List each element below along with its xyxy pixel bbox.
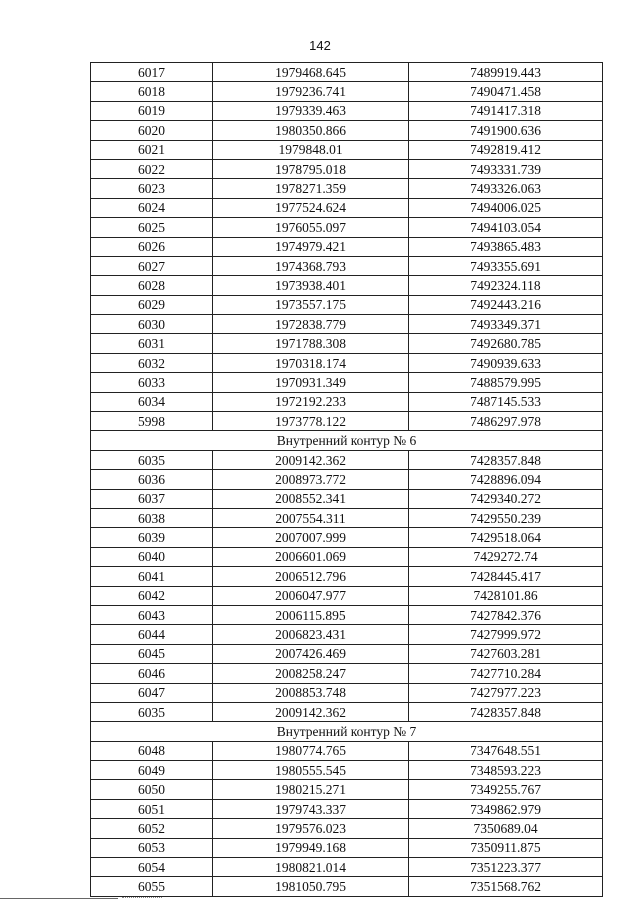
y-coordinate-cell: 7494006.025 xyxy=(409,198,603,217)
table-row xyxy=(91,140,603,159)
table-row xyxy=(91,353,603,372)
point-number-cell: 6047 xyxy=(91,683,213,702)
point-number-cell: 6040 xyxy=(91,547,213,566)
point-number-cell: 6044 xyxy=(91,625,213,644)
x-coordinate-cell: 1980215.271 xyxy=(213,780,409,799)
x-coordinate-cell: 1973778.122 xyxy=(213,412,409,431)
point-number-cell: 6035 xyxy=(91,450,213,469)
y-coordinate-cell: 7429550.239 xyxy=(409,508,603,527)
y-coordinate-cell: 7490471.458 xyxy=(409,82,603,101)
y-coordinate-cell: 7487145.533 xyxy=(409,392,603,411)
point-number-cell: 6043 xyxy=(91,605,213,624)
section-title: Внутренний контур № 6 xyxy=(91,431,603,450)
y-coordinate-cell: 7428896.094 xyxy=(409,470,603,489)
table-row xyxy=(91,741,603,760)
table-row xyxy=(91,470,603,489)
y-coordinate-cell: 7494103.054 xyxy=(409,218,603,237)
x-coordinate-cell: 1979576.023 xyxy=(213,819,409,838)
y-coordinate-cell: 7492443.216 xyxy=(409,295,603,314)
point-number-cell: 6046 xyxy=(91,664,213,683)
x-coordinate-cell: 2008853.748 xyxy=(213,683,409,702)
point-number-cell: 6019 xyxy=(91,101,213,120)
x-coordinate-cell: 1972838.779 xyxy=(213,315,409,334)
point-number-cell: 6039 xyxy=(91,528,213,547)
table-row xyxy=(91,392,603,411)
x-coordinate-cell: 1979949.168 xyxy=(213,838,409,857)
y-coordinate-cell: 7429340.272 xyxy=(409,489,603,508)
section-header-row xyxy=(91,431,603,450)
y-coordinate-cell: 7349255.767 xyxy=(409,780,603,799)
point-number-cell: 6028 xyxy=(91,276,213,295)
table-row xyxy=(91,605,603,624)
x-coordinate-cell: 1970318.174 xyxy=(213,353,409,372)
x-coordinate-cell: 1980555.545 xyxy=(213,761,409,780)
table-row xyxy=(91,586,603,605)
y-coordinate-cell: 7428445.417 xyxy=(409,567,603,586)
table-row xyxy=(91,179,603,198)
y-coordinate-cell: 7347648.551 xyxy=(409,741,603,760)
y-coordinate-cell: 7429518.064 xyxy=(409,528,603,547)
point-number-cell: 6036 xyxy=(91,470,213,489)
x-coordinate-cell: 1973938.401 xyxy=(213,276,409,295)
x-coordinate-cell: 1981050.795 xyxy=(213,877,409,896)
x-coordinate-cell: 1980774.765 xyxy=(213,741,409,760)
y-coordinate-cell: 7493355.691 xyxy=(409,256,603,275)
table-row xyxy=(91,858,603,877)
point-number-cell: 6022 xyxy=(91,159,213,178)
x-coordinate-cell: 1979743.337 xyxy=(213,799,409,818)
table-row xyxy=(91,101,603,120)
table-row xyxy=(91,547,603,566)
y-coordinate-cell: 7490939.633 xyxy=(409,353,603,372)
y-coordinate-cell: 7491417.318 xyxy=(409,101,603,120)
x-coordinate-cell: 1979339.463 xyxy=(213,101,409,120)
y-coordinate-cell: 7351223.377 xyxy=(409,858,603,877)
section-title: Внутренний контур № 7 xyxy=(91,722,603,741)
point-number-cell: 6049 xyxy=(91,761,213,780)
x-coordinate-cell: 1976055.097 xyxy=(213,218,409,237)
point-number-cell: 6017 xyxy=(91,63,213,82)
y-coordinate-cell: 7349862.979 xyxy=(409,799,603,818)
table-row xyxy=(91,528,603,547)
y-coordinate-cell: 7486297.978 xyxy=(409,412,603,431)
x-coordinate-cell: 1974979.421 xyxy=(213,237,409,256)
x-coordinate-cell: 2006823.431 xyxy=(213,625,409,644)
point-number-cell: 5998 xyxy=(91,412,213,431)
x-coordinate-cell: 2006115.895 xyxy=(213,605,409,624)
table-row xyxy=(91,295,603,314)
table-row xyxy=(91,761,603,780)
point-number-cell: 6052 xyxy=(91,819,213,838)
x-coordinate-cell: 1980350.866 xyxy=(213,121,409,140)
table-row xyxy=(91,702,603,721)
x-coordinate-cell: 2007007.999 xyxy=(213,528,409,547)
point-number-cell: 6021 xyxy=(91,140,213,159)
x-coordinate-cell: 1972192.233 xyxy=(213,392,409,411)
page-number: 142 xyxy=(309,38,331,53)
coordinates-table-body xyxy=(91,63,603,897)
table-row xyxy=(91,256,603,275)
y-coordinate-cell: 7428357.848 xyxy=(409,702,603,721)
y-coordinate-cell: 7492680.785 xyxy=(409,334,603,353)
y-coordinate-cell: 7427842.376 xyxy=(409,605,603,624)
point-number-cell: 6038 xyxy=(91,508,213,527)
table-row xyxy=(91,82,603,101)
y-coordinate-cell: 7427603.281 xyxy=(409,644,603,663)
y-coordinate-cell: 7351568.762 xyxy=(409,877,603,896)
table-row xyxy=(91,450,603,469)
x-coordinate-cell: 1978271.359 xyxy=(213,179,409,198)
point-number-cell: 6042 xyxy=(91,586,213,605)
x-coordinate-cell: 2008552.341 xyxy=(213,489,409,508)
point-number-cell: 6053 xyxy=(91,838,213,857)
x-coordinate-cell: 1979468.645 xyxy=(213,63,409,82)
y-coordinate-cell: 7493349.371 xyxy=(409,315,603,334)
x-coordinate-cell: 2006047.977 xyxy=(213,586,409,605)
point-number-cell: 6025 xyxy=(91,218,213,237)
y-coordinate-cell: 7427977.223 xyxy=(409,683,603,702)
table-row xyxy=(91,412,603,431)
table-row xyxy=(91,644,603,663)
table-row xyxy=(91,276,603,295)
point-number-cell: 6041 xyxy=(91,567,213,586)
x-coordinate-cell: 1971788.308 xyxy=(213,334,409,353)
y-coordinate-cell: 7350911.875 xyxy=(409,838,603,857)
table-row xyxy=(91,838,603,857)
y-coordinate-cell: 7428101.86 xyxy=(409,586,603,605)
y-coordinate-cell: 7428357.848 xyxy=(409,450,603,469)
table-row xyxy=(91,799,603,818)
y-coordinate-cell: 7429272.74 xyxy=(409,547,603,566)
point-number-cell: 6054 xyxy=(91,858,213,877)
y-coordinate-cell: 7491900.636 xyxy=(409,121,603,140)
point-number-cell: 6030 xyxy=(91,315,213,334)
x-coordinate-cell: 1979236.741 xyxy=(213,82,409,101)
point-number-cell: 6026 xyxy=(91,237,213,256)
table-row xyxy=(91,664,603,683)
table-row xyxy=(91,683,603,702)
point-number-cell: 6033 xyxy=(91,373,213,392)
x-coordinate-cell: 1973557.175 xyxy=(213,295,409,314)
x-coordinate-cell: 2008973.772 xyxy=(213,470,409,489)
point-number-cell: 6035 xyxy=(91,702,213,721)
y-coordinate-cell: 7427710.284 xyxy=(409,664,603,683)
section-header-row xyxy=(91,722,603,741)
table-row xyxy=(91,567,603,586)
x-coordinate-cell: 1978795.018 xyxy=(213,159,409,178)
point-number-cell: 6048 xyxy=(91,741,213,760)
table-row xyxy=(91,237,603,256)
y-coordinate-cell: 7493331.739 xyxy=(409,159,603,178)
footer-rule xyxy=(0,898,118,899)
point-number-cell: 6034 xyxy=(91,392,213,411)
point-number-cell: 6023 xyxy=(91,179,213,198)
y-coordinate-cell: 7427999.972 xyxy=(409,625,603,644)
y-coordinate-cell: 7493326.063 xyxy=(409,179,603,198)
table-row xyxy=(91,819,603,838)
point-number-cell: 6045 xyxy=(91,644,213,663)
table-row xyxy=(91,315,603,334)
point-number-cell: 6029 xyxy=(91,295,213,314)
point-number-cell: 6051 xyxy=(91,799,213,818)
table-row xyxy=(91,159,603,178)
table-row xyxy=(91,63,603,82)
y-coordinate-cell: 7348593.223 xyxy=(409,761,603,780)
x-coordinate-cell: 1979848.01 xyxy=(213,140,409,159)
y-coordinate-cell: 7489919.443 xyxy=(409,63,603,82)
table-row xyxy=(91,508,603,527)
point-number-cell: 6032 xyxy=(91,353,213,372)
x-coordinate-cell: 2009142.362 xyxy=(213,702,409,721)
point-number-cell: 6020 xyxy=(91,121,213,140)
table-row xyxy=(91,780,603,799)
y-coordinate-cell: 7350689.04 xyxy=(409,819,603,838)
y-coordinate-cell: 7492819.412 xyxy=(409,140,603,159)
point-number-cell: 6018 xyxy=(91,82,213,101)
point-number-cell: 6037 xyxy=(91,489,213,508)
table-row xyxy=(91,877,603,896)
table-row xyxy=(91,218,603,237)
footer-dots xyxy=(122,897,162,898)
x-coordinate-cell: 2008258.247 xyxy=(213,664,409,683)
table-row xyxy=(91,373,603,392)
y-coordinate-cell: 7488579.995 xyxy=(409,373,603,392)
point-number-cell: 6031 xyxy=(91,334,213,353)
table-row xyxy=(91,121,603,140)
point-number-cell: 6024 xyxy=(91,198,213,217)
y-coordinate-cell: 7492324.118 xyxy=(409,276,603,295)
point-number-cell: 6027 xyxy=(91,256,213,275)
x-coordinate-cell: 2006512.796 xyxy=(213,567,409,586)
point-number-cell: 6050 xyxy=(91,780,213,799)
x-coordinate-cell: 2007554.311 xyxy=(213,508,409,527)
x-coordinate-cell: 2006601.069 xyxy=(213,547,409,566)
x-coordinate-cell: 1970931.349 xyxy=(213,373,409,392)
x-coordinate-cell: 1980821.014 xyxy=(213,858,409,877)
table-row xyxy=(91,625,603,644)
x-coordinate-cell: 1974368.793 xyxy=(213,256,409,275)
y-coordinate-cell: 7493865.483 xyxy=(409,237,603,256)
table-row xyxy=(91,198,603,217)
table-row xyxy=(91,334,603,353)
x-coordinate-cell: 1977524.624 xyxy=(213,198,409,217)
x-coordinate-cell: 2007426.469 xyxy=(213,644,409,663)
coordinates-table xyxy=(90,62,603,897)
point-number-cell: 6055 xyxy=(91,877,213,896)
x-coordinate-cell: 2009142.362 xyxy=(213,450,409,469)
table-row xyxy=(91,489,603,508)
